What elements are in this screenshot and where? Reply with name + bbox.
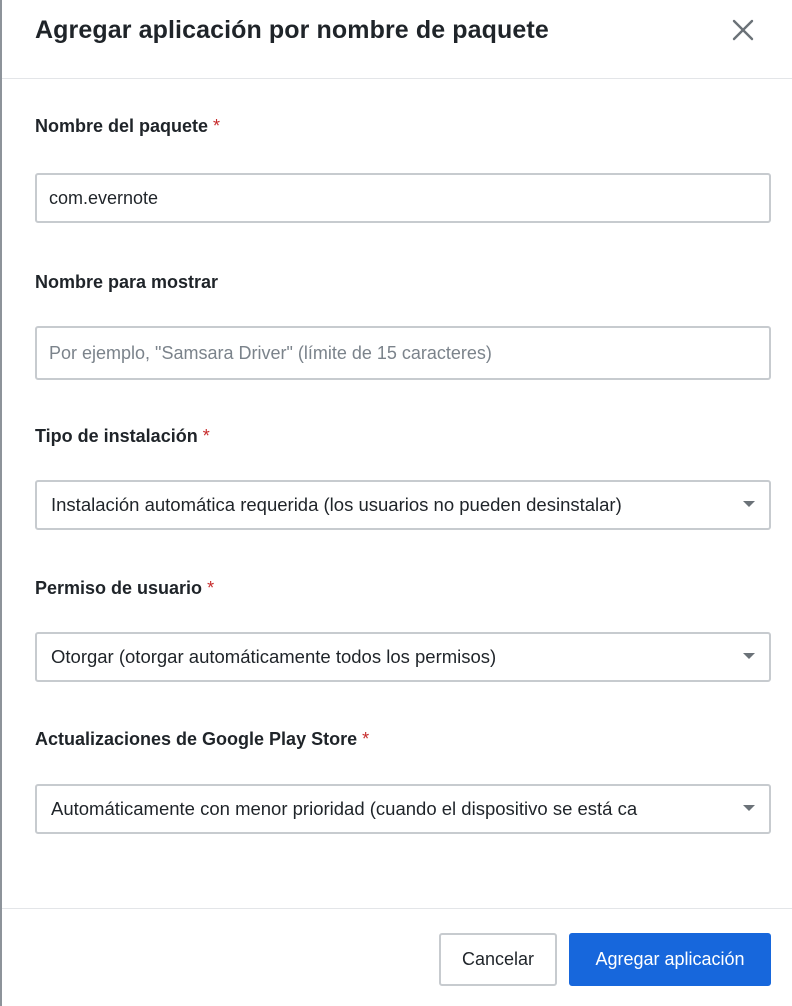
add-app-button[interactable]: Agregar aplicación: [569, 933, 771, 986]
play-store-updates-label-text: Actualizaciones de Google Play Store: [35, 729, 358, 749]
dialog-title: Agregar aplicación por nombre de paquete: [35, 16, 549, 44]
user-permission-label-text: Permiso de usuario: [35, 578, 203, 598]
cancel-button[interactable]: Cancelar: [439, 933, 557, 986]
install-type-label-text: Tipo de instalación: [35, 426, 198, 446]
user-permission-label: [35, 578, 214, 599]
user-permission-select[interactable]: [35, 632, 771, 682]
dialog-footer: [2, 908, 792, 1006]
play-store-updates-value: Automáticamente con menor prioridad (cuando el dispositivo se está ca: [51, 798, 638, 819]
required-mark: *: [207, 578, 215, 598]
package-name-input[interactable]: [35, 173, 771, 223]
required-mark: *: [362, 729, 370, 749]
required-mark: *: [213, 116, 221, 136]
display-name-input[interactable]: [35, 326, 771, 380]
install-type-select[interactable]: [35, 480, 771, 530]
user-permission-value: Otorgar (otorgar automáticamente todos los permisos): [51, 646, 497, 667]
display-name-label: Nombre para mostrar: [35, 272, 219, 292]
package-name-label-text: Nombre del paquete: [35, 116, 209, 136]
install-type-label: [35, 426, 210, 447]
close-icon: [728, 15, 758, 45]
chevron-down-icon: [743, 501, 755, 507]
dialog-header: [2, 0, 792, 79]
play-store-updates-label: [35, 729, 369, 750]
close-button[interactable]: [728, 15, 758, 45]
chevron-down-icon: [743, 805, 755, 811]
package-name-label: [35, 116, 220, 137]
chevron-down-icon: [743, 653, 755, 659]
play-store-updates-select[interactable]: [35, 784, 771, 834]
required-mark: *: [202, 426, 210, 446]
install-type-value: Instalación automática requerida (los usuarios no pueden desinstalar): [51, 494, 622, 515]
